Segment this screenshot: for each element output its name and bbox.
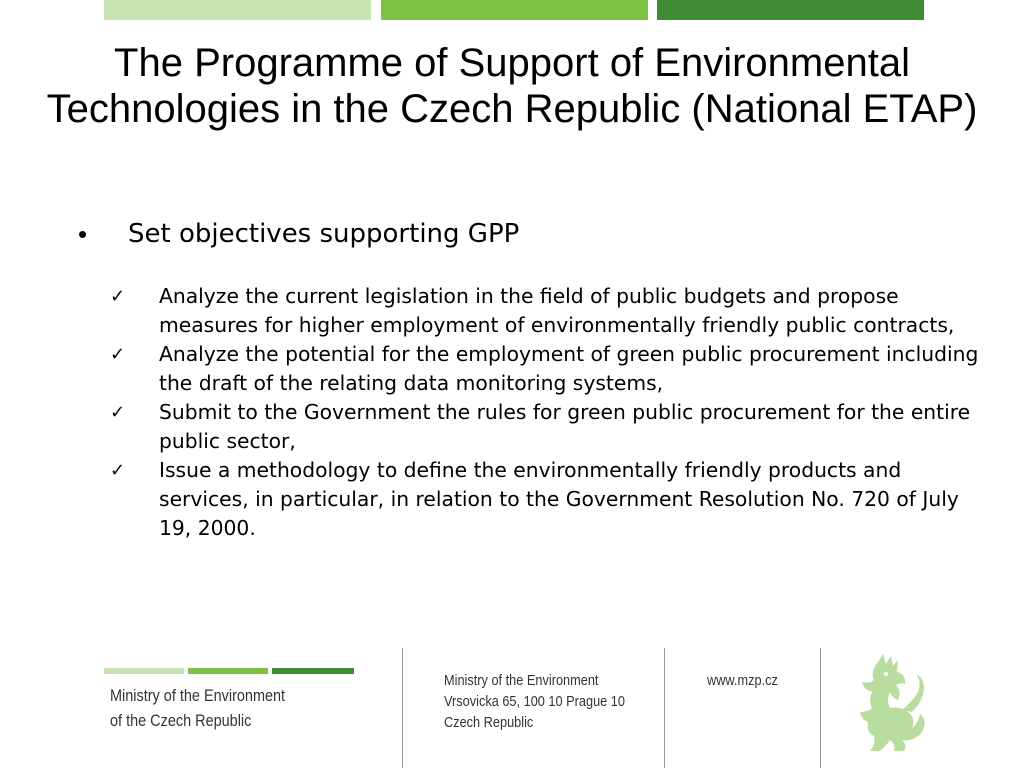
address-line2: Vrsovicka 65, 100 10 Prague 10 [444,693,625,710]
footer-divider [402,648,403,768]
list-item-text: Analyze the potential for the employment of green public procurement including the draft of the relating data monitoring systems, [159,342,979,395]
czech-lion-emblem-icon [850,652,930,752]
list-item [110,340,990,398]
list-item-text: Submit to the Government the rules for green public procurement for the entire public sector, [159,400,971,453]
footer-bar-light [104,668,184,674]
footer-divider [664,648,665,768]
list-item [110,456,990,543]
checkmark-icon: ✓ [110,344,126,365]
checkmark-icon: ✓ [110,286,126,307]
slide-title: The Programme of Support of Environmental Technologies in the Czech Republic (National ETAP) [46,41,978,131]
list-item [110,282,990,340]
footer-bar-dark [272,668,354,674]
top-bar-dark [657,0,924,20]
objectives-list [110,282,990,543]
bullet-dot-icon: • [78,219,88,249]
address-line3: Czech Republic [444,714,534,731]
ministry-address [444,670,625,733]
address-line1: Ministry of the Environment [444,672,599,689]
footer [0,640,1024,768]
list-item-text: Issue a methodology to define the environmentally friendly products and services, in particular, in relation to the Government Resolution No. 720 of July 19, 2000. [159,458,959,540]
list-item-text: Analyze the current legislation in the field of public budgets and propose measures for higher employment of environmentally friendly public contracts, [159,284,955,337]
main-bullet-text: Set objectives supporting GPP [128,219,520,249]
checkmark-icon: ✓ [110,460,126,481]
footer-divider [820,648,821,768]
website-link[interactable]: www.mzp.cz [707,672,778,689]
ministry-name-line2: of the Czech Republic [110,711,252,730]
checkmark-icon: ✓ [110,402,126,423]
footer-bar-mid [188,668,268,674]
ministry-name [110,683,285,733]
list-item [110,398,990,456]
top-bar-light [104,0,371,20]
ministry-name-line1: Ministry of the Environment [110,686,286,705]
top-bar-mid [381,0,648,20]
